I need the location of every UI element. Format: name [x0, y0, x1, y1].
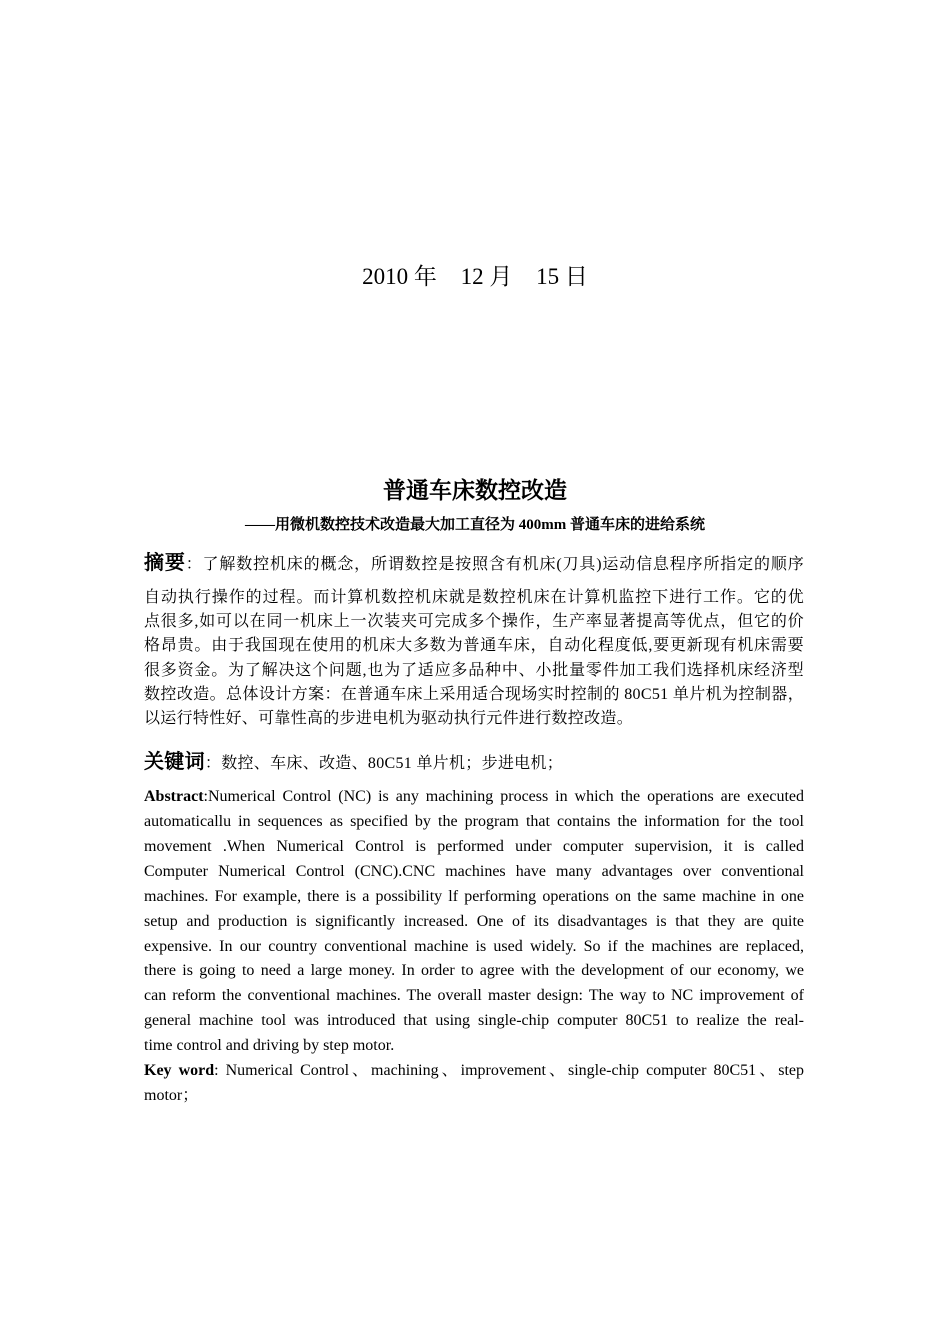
- text-line: automaticallu in sequences as specified by the program that contains the information for the tool: [144, 813, 804, 830]
- text-line: expensive. In our country conventional machine is used widely. So if the machines are replaced,: [144, 937, 804, 955]
- text-line: 格昂贵。由于我国现在使用的机床大多数为普通车床，自动化程度低,要更新现有机床需要: [144, 637, 804, 655]
- abstract-zh-first-line: [144, 549, 804, 578]
- date-month: 12 月: [460, 264, 513, 289]
- text-line: movement .When Numerical Control is performed under computer supervision, it is called: [144, 837, 804, 855]
- text-line: time control and driving by step motor.: [144, 1037, 395, 1055]
- abstract-en-first-line: [144, 787, 804, 807]
- text-line: 很多资金。为了解决这个问题,也为了适应多品种中、小批量零件加工我们选择机床经济型: [144, 661, 804, 679]
- document-date: [0, 258, 950, 291]
- text-line: can reform the conventional machines. The overall master design: The way to NC improvement of: [144, 987, 804, 1005]
- text-line: 数控改造。总体设计方案：在普通车床上采用适合现场实时控制的 80C51 单片机为控制器，: [144, 685, 804, 703]
- document-title: 普通车床数控改造: [383, 478, 567, 504]
- keywords-zh-text: ：数控、车床、改造、80C51 单片机；步进电机；: [204, 755, 564, 772]
- keywords-en-text: : Numerical Control、machining、improvement、single-chip computer 80C51、step: [214, 1062, 804, 1079]
- text-line: 自动执行操作的过程。而计算机数控机床就是数控机床在计算机监控下进行工作。它的优: [144, 589, 804, 606]
- document-subtitle: ——用微机数控技术改造最大加工直径为 400mm 普通车床的进给系统: [245, 517, 705, 533]
- text-line: Computer Numerical Control (CNC).CNC machines have many advantages over conventional: [144, 862, 804, 880]
- keywords-en-label: Key word: [144, 1062, 215, 1079]
- abstract-zh-label: 摘要: [144, 550, 186, 574]
- keywords-en-second-line: motor；: [144, 1087, 199, 1104]
- text-line: setup and production is significantly increased. One of its disadvantages is that they are quite: [144, 912, 804, 930]
- keywords-en: [144, 1061, 804, 1081]
- date-day: 15 日: [536, 264, 588, 289]
- abstract-en-text: :Numerical Control (NC) is any machining process in which the operations are executed: [203, 788, 804, 805]
- text-line: 以运行特性好、可靠性高的步进电机为驱动执行元件进行数控改造。: [144, 710, 634, 727]
- keywords-zh-label: 关键词: [144, 749, 205, 773]
- text-line: machines. For example, there is a possibility lf performing operations on the same machine in one: [144, 887, 804, 905]
- text-line: there is going to need a large money. In order to agree with the development of our economy, we: [144, 962, 804, 980]
- abstract-en-label: Abstract: [144, 788, 204, 805]
- date-year: 2010 年: [362, 264, 437, 289]
- text-line: 点很多,如可以在同一机床上一次装夹可完成多个操作，生产率显著提高等优点，但它的价: [144, 613, 804, 631]
- keywords-zh: [144, 748, 804, 777]
- text-line: general machine tool was introduced that using single-chip computer 80C51 to realize the real-: [144, 1012, 804, 1030]
- abstract-zh-text: ：了解数控机床的概念，所谓数控是按照含有机床(刀具)运动信息程序所指定的顺序: [185, 556, 804, 573]
